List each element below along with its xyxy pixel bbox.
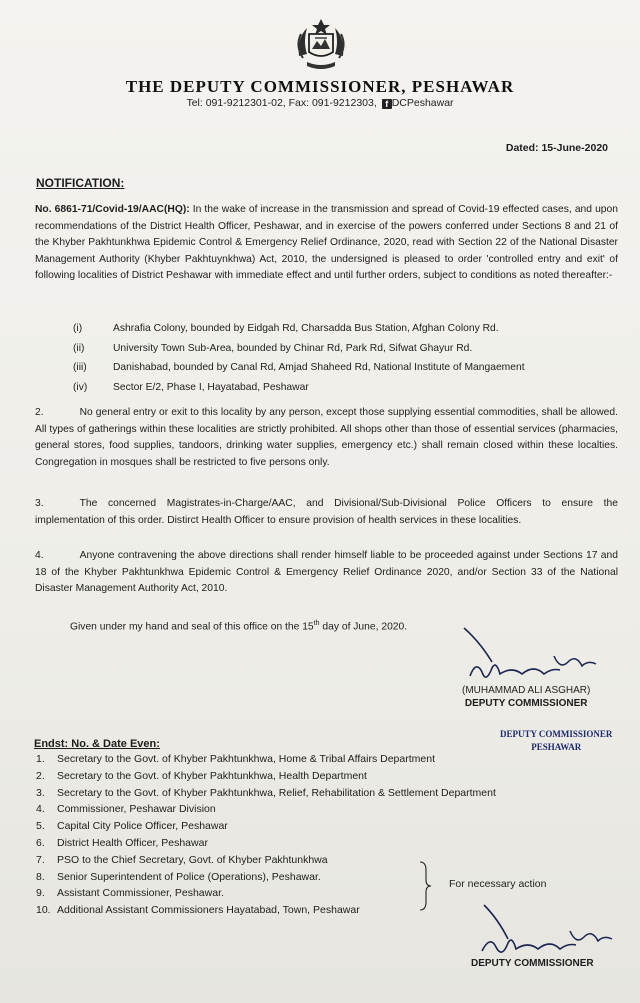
locality-item xyxy=(73,339,525,359)
stamp-line-1: DEPUTY COMMISSIONER xyxy=(500,729,613,739)
office-title: THE DEPUTY COMMISSIONER, PESHAWAR xyxy=(125,77,515,96)
list-item xyxy=(36,751,496,768)
list-item xyxy=(36,785,496,802)
government-emblem-icon xyxy=(293,16,349,74)
facebook-handle: DCPeshawar xyxy=(391,97,454,109)
item-number: 5. xyxy=(36,820,45,833)
signature-image xyxy=(456,624,606,692)
paragraph-text: The concerned Magistrates-in-Charge/AAC, and Divisional/Sub-Divisional Police Officers to ensure the implementation of this order. Distirct Health Officer to ensure provision of health services in these localities. xyxy=(35,498,618,526)
item-number: 3. xyxy=(36,786,45,799)
signatory-name: (MUHAMMAD ALI ASGHAR) xyxy=(462,685,591,696)
facebook-icon: f xyxy=(382,99,392,109)
paragraph-4 xyxy=(35,548,618,598)
locality-item xyxy=(73,378,525,398)
item-number: 4. xyxy=(36,803,45,816)
item-number: 1. xyxy=(36,753,45,765)
item-text: District Health Officer, Peshawar xyxy=(57,836,208,849)
notification-date: Dated: 15-June-2020 xyxy=(505,142,608,154)
item-text: Secretary to the Govt. of Khyber Pakhtunkhwa, Relief, Rehabilitation & Settlement Department xyxy=(57,786,496,799)
item-text: Capital City Police Officer, Peshawar xyxy=(57,820,228,833)
item-text: Additional Assistant Commissioners Hayatabad, Town, Peshawar xyxy=(57,904,360,917)
locality-number: (i) xyxy=(73,323,83,334)
notification-heading: NOTIFICATION: xyxy=(36,176,125,190)
contact-numbers: Tel: 091-9212301-02, Fax: 091-9212303, xyxy=(186,97,377,109)
locality-text: Ashrafia Colony, bounded by Eidgah Rd, Charsadda Bus Station, Afghan Colony Rd. xyxy=(113,323,499,334)
paragraph-text: Anyone contravening the above directions shall render himself liable to be proceeded against under Sections 17 and 18 of the Khyber Pakhtunkhwa Epidemic Control & Emergency Relief Ordinance 2020, and/or Section 33 of the National Disaster Management Authority Act, 2010. xyxy=(35,550,618,595)
item-text: Assistant Commissioner, Peshawar. xyxy=(57,887,224,900)
list-item xyxy=(36,835,496,852)
official-stamp xyxy=(500,728,612,754)
paragraph-3 xyxy=(35,496,618,529)
final-signatory-title: DEPUTY COMMISSIONER xyxy=(471,958,594,969)
locality-text: Danishabad, bounded by Canal Rd, Amjad Shaheed Rd, National Institute of Mangaement xyxy=(113,362,525,373)
locality-number: (iii) xyxy=(73,362,87,373)
item-text: PSO to the Chief Secretary, Govt. of Khyber Pakhtunkhwa xyxy=(57,853,328,866)
locality-number: (iv) xyxy=(73,381,88,393)
given-superscript: th xyxy=(313,620,320,627)
item-number: 8. xyxy=(36,870,45,883)
given-text: Given under my hand and seal of this office on the 15 xyxy=(70,621,314,633)
given-text-end: day of June, 2020. xyxy=(319,621,408,633)
right-brace xyxy=(418,860,432,912)
item-number: 7. xyxy=(36,853,45,866)
paragraph-number: 4. xyxy=(35,550,44,561)
item-number: 9. xyxy=(36,887,45,900)
item-number: 2. xyxy=(36,769,45,782)
item-text: Senior Superintendent of Police (Operations), Peshawar. xyxy=(57,870,321,883)
locality-item xyxy=(73,358,525,378)
paragraph-number: 3. xyxy=(35,498,44,509)
stamp-line-2: PESHAWAR xyxy=(531,742,582,752)
list-item xyxy=(36,818,496,835)
reference-number: No. 6861-71/Covid-19/AAC(HQ): xyxy=(35,204,190,215)
paragraph-number: 2. xyxy=(35,407,44,418)
list-item xyxy=(36,801,496,818)
locality-text: University Town Sub-Area, bounded by Chinar Rd, Park Rd, Sifwat Ghayur Rd. xyxy=(113,342,473,354)
locality-text: Sector E/2, Phase I, Hayatabad, Peshawar xyxy=(113,381,309,393)
given-under-hand-line xyxy=(70,620,407,632)
signature-image xyxy=(474,903,624,965)
list-item xyxy=(36,768,496,785)
locality-item xyxy=(73,319,525,339)
localities-list xyxy=(73,319,525,397)
paragraph-text: No general entry or exit to this locality by any person, except those supplying essential commodities, shall be allowed. All types of gatherings within these localities are strictly prohibited. All shops other than those of essential services (pharmacies, general stores, food supplies, tandoors, drinking water supplies, emergency etc.) shall remain closed within these localties. Congregation in mosques shall be restricted to five persons only. xyxy=(35,407,618,468)
necessary-action-note: For necessary action xyxy=(449,878,547,890)
item-text: Commissioner, Peshawar Division xyxy=(57,803,216,816)
locality-number: (ii) xyxy=(73,342,85,354)
item-text: Secretary to the Govt. of Khyber Pakhtunkhwa, Home & Tribal Affairs Department xyxy=(57,753,435,765)
paragraph-2 xyxy=(35,405,618,471)
intro-paragraph xyxy=(35,202,618,285)
intro-text: In the wake of increase in the transmission and spread of Covid-19 effected cases, and upon recommendations of the District Health Officer, Peshawar, and in exercise of the powers conferred under Sections 8 and 21 of the Khyber Pakhtunkhwa Epidemic Control & Emergency Relief Ordinance, 2020, read with Section 22 of the National Disaster Management Authority (Khyber Pakhtuynkhwa) Act, 2010, the undersigned is pleased to order 'controlled entry and exit' of following localities of District Peshawar with immediate effect and until further orders, subject to conditions as noted thereafter:- xyxy=(35,204,618,282)
endorsement-heading: Endst: No. & Date Even: xyxy=(34,738,160,750)
signatory-block xyxy=(462,685,590,709)
item-number: 6. xyxy=(36,836,45,849)
item-text: Secretary to the Govt. of Khyber Pakhtunkhwa, Health Department xyxy=(57,769,367,782)
signatory-title: DEPUTY COMMISSIONER xyxy=(464,698,588,709)
item-number: 10. xyxy=(36,904,51,917)
contact-line xyxy=(0,97,640,109)
